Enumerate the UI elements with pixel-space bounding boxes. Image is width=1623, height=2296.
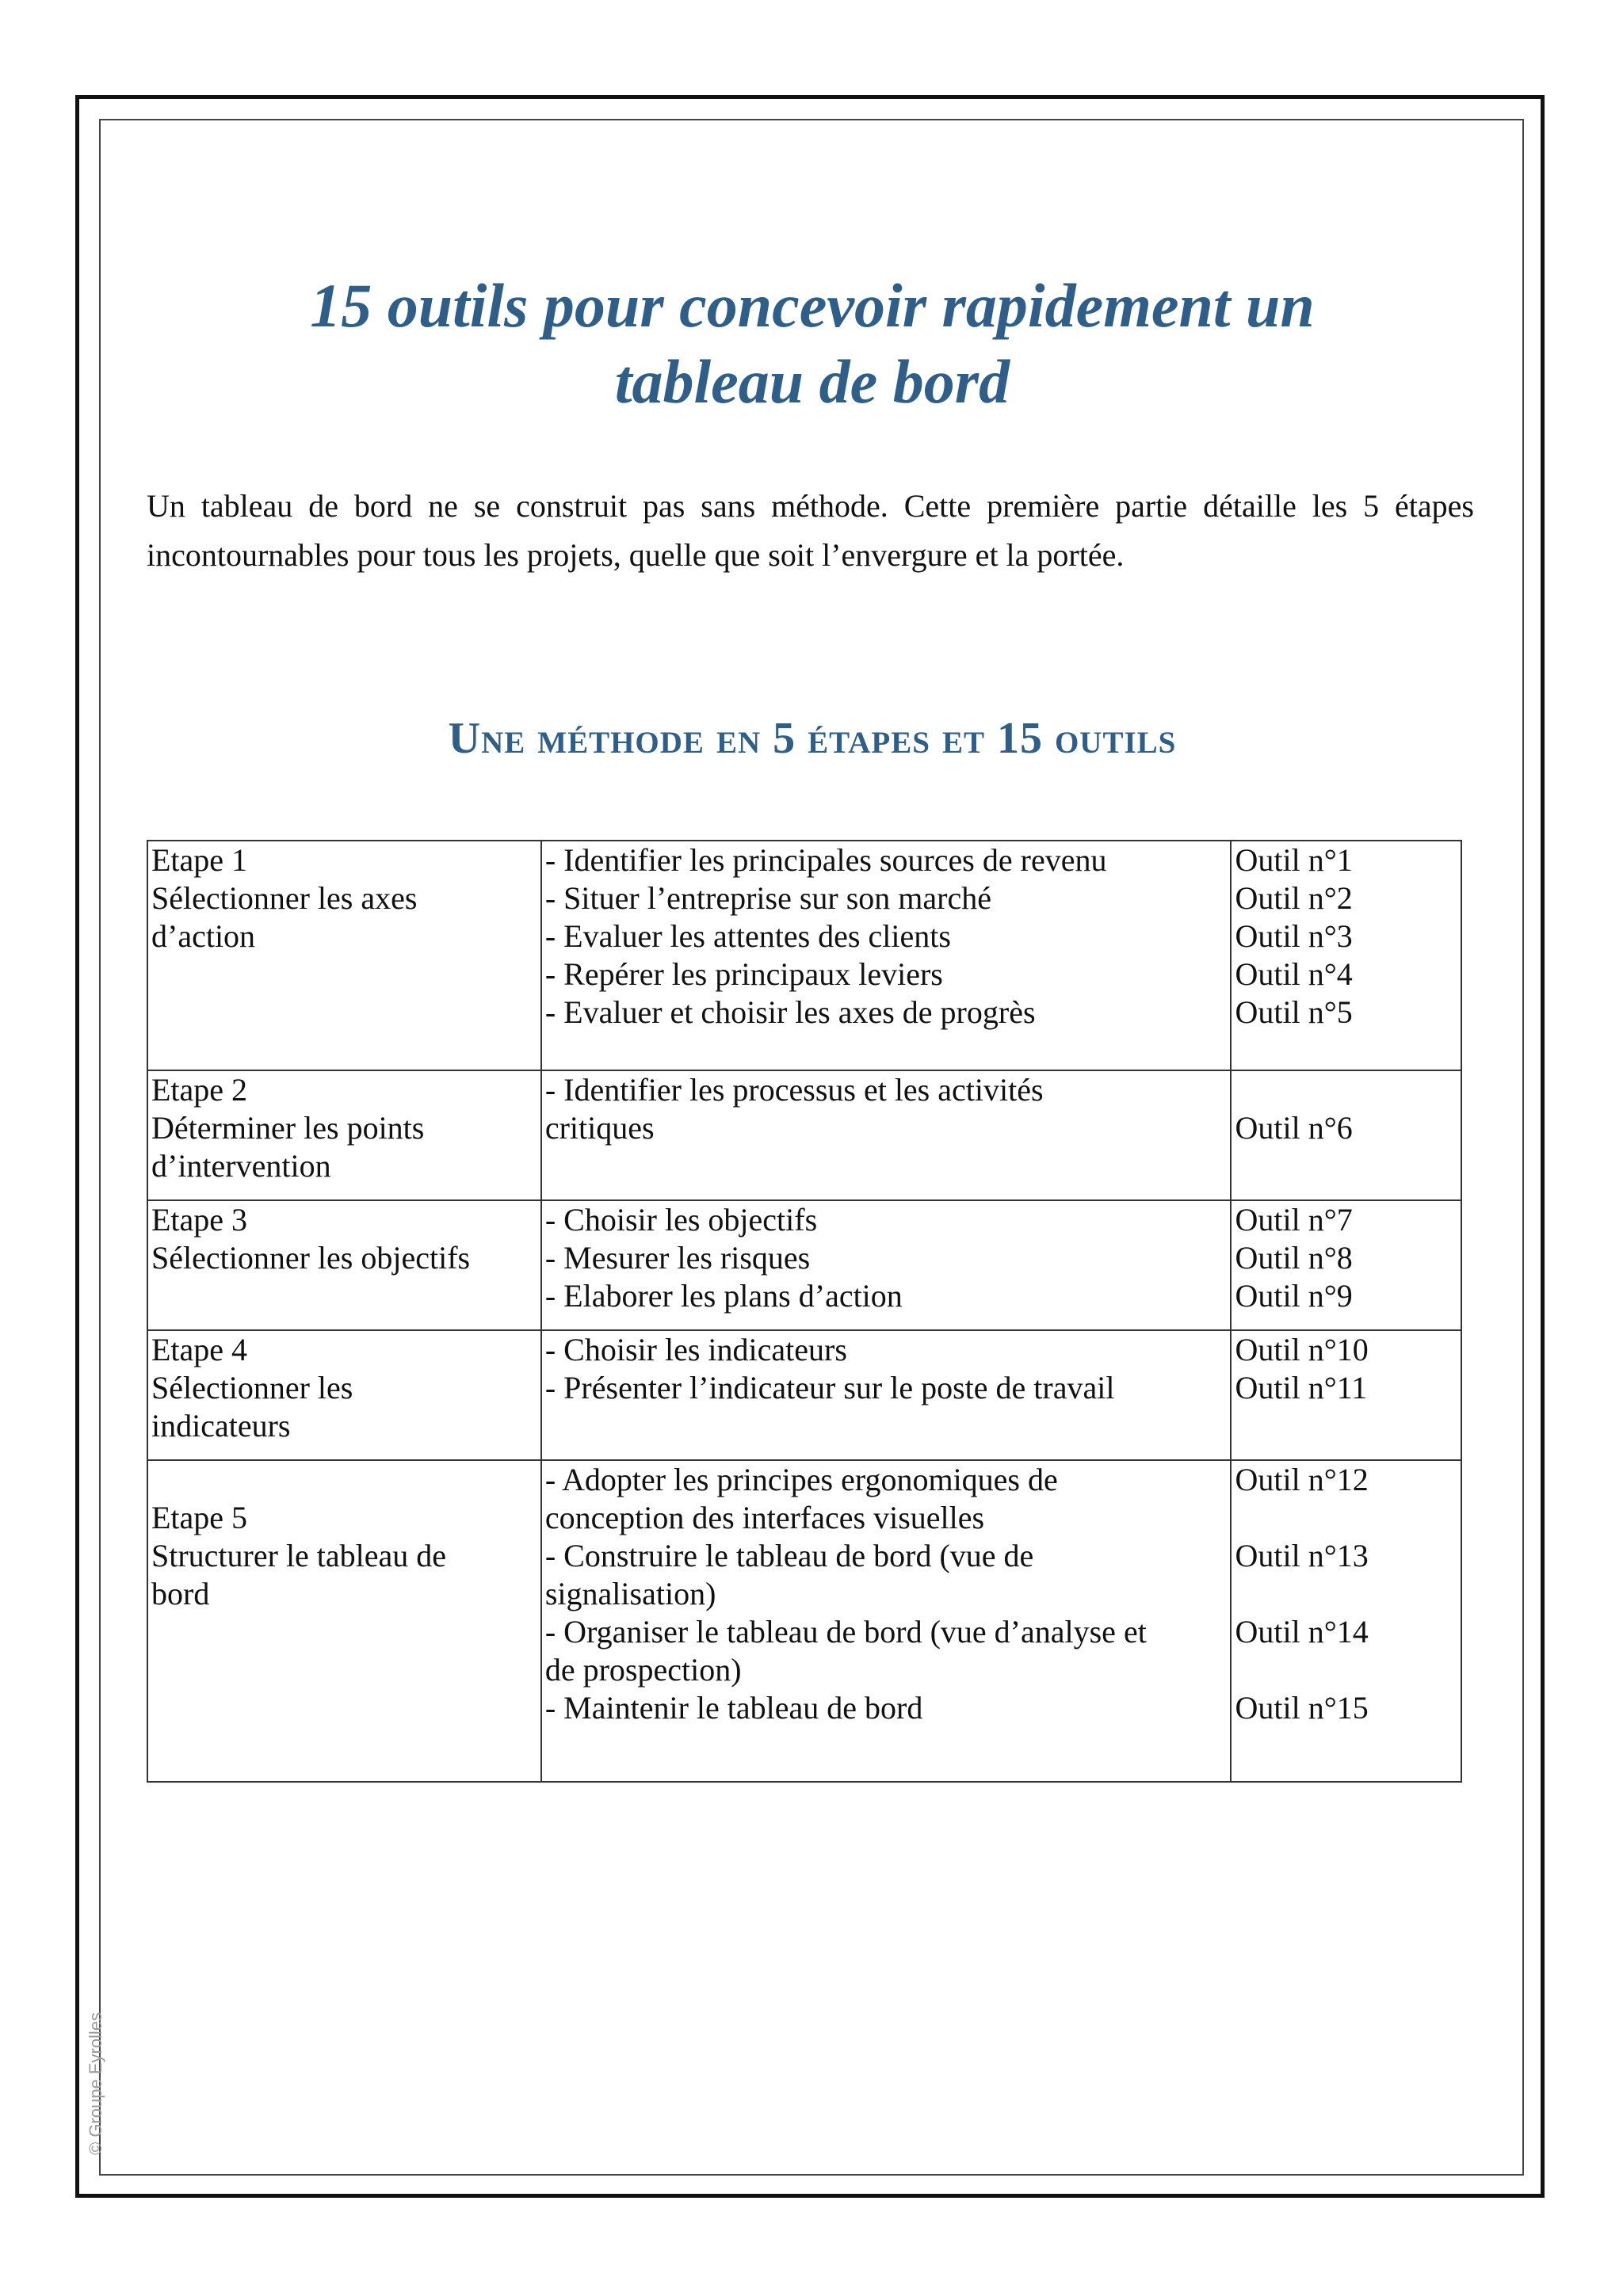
step-label: Etape 3 [151, 1202, 248, 1238]
table-row [147, 1200, 1461, 1330]
step-cell [147, 841, 541, 1070]
step-name-line: indicateurs [151, 1408, 291, 1444]
intro-paragraph: Un tableau de bord ne se construit pas sans méthode. Cette première partie détaille les 5 étapes incontournables pour tous les projets, quelle que soit l’envergure et la portée. [147, 488, 1474, 573]
actions-cell [541, 1070, 1232, 1200]
tool-label: Outil n°2 [1235, 880, 1353, 916]
actions-cell [541, 841, 1232, 1070]
tool-label: Outil n°9 [1235, 1278, 1353, 1314]
step-cell [147, 1200, 541, 1330]
action-item: - Présenter l’indicateur sur le poste de travail [544, 1370, 1115, 1405]
action-item: - Evaluer les attentes des clients [544, 918, 951, 954]
page-title [158, 268, 1466, 420]
action-item: - Identifier les principales sources de revenu [544, 842, 1107, 878]
tool-label: Outil n°15 [1235, 1690, 1369, 1726]
tool-label: Outil n°4 [1235, 956, 1353, 992]
copyright-watermark: © Groupe Eyrolles [86, 2012, 105, 2155]
step-name-line: Sélectionner les objectifs [151, 1240, 471, 1276]
step-name-line: d’intervention [151, 1148, 331, 1184]
table-row [147, 1330, 1461, 1460]
action-item: - Construire le tableau de bord (vue de [544, 1538, 1034, 1573]
action-item: - Identifier les processus et les activités [544, 1072, 1044, 1108]
action-item: - Situer l’entreprise sur son marché [544, 880, 992, 916]
step-name-line: d’action [151, 918, 256, 954]
table-row [147, 1070, 1461, 1200]
tool-label [1235, 1499, 1457, 1537]
tools-cell [1231, 841, 1461, 1070]
action-item: - Choisir les objectifs [544, 1202, 818, 1238]
tool-label [1235, 1651, 1457, 1689]
page-title-line-1: 15 outils pour concevoir rapidement un [310, 271, 1315, 340]
tool-label: Outil n°8 [1235, 1240, 1353, 1276]
step-label: Etape 1 [151, 842, 248, 878]
step-name-line: Sélectionner les axes [151, 880, 418, 916]
action-item: de prospection) [544, 1652, 742, 1688]
tool-label: Outil n°7 [1235, 1202, 1353, 1238]
action-item: - Choisir les indicateurs [544, 1332, 847, 1367]
step-label: Etape 2 [151, 1072, 248, 1108]
tool-label: Outil n°10 [1235, 1332, 1369, 1367]
step-cell [147, 1330, 541, 1460]
tool-label: Outil n°6 [1235, 1110, 1353, 1146]
table-row [147, 1460, 1461, 1782]
action-item: - Adopter les principes ergonomiques de [544, 1462, 1058, 1497]
tool-label: Outil n°1 [1235, 842, 1353, 878]
steps-table [147, 840, 1462, 1783]
action-item: - Elaborer les plans d’action [544, 1278, 903, 1314]
step-name-line: Déterminer les points [151, 1110, 425, 1146]
tools-cell [1231, 1200, 1461, 1330]
actions-cell [541, 1330, 1232, 1460]
tool-label [1235, 1071, 1457, 1109]
actions-cell [541, 1200, 1232, 1330]
step-label: Etape 4 [151, 1332, 248, 1367]
section-subtitle: Une méthode en 5 étapes et 15 outils [448, 714, 1177, 763]
action-item: signalisation) [544, 1576, 716, 1611]
step-name-line: Sélectionner les [151, 1370, 353, 1405]
tool-label: Outil n°12 [1235, 1462, 1369, 1497]
action-item: - Maintenir le tableau de bord [544, 1690, 923, 1726]
action-item: - Organiser le tableau de bord (vue d’analyse et [544, 1614, 1147, 1650]
step-cell [147, 1070, 541, 1200]
action-item: - Repérer les principaux leviers [544, 956, 943, 992]
tool-label [1235, 1575, 1457, 1613]
action-item: conception des interfaces visuelles [544, 1500, 985, 1535]
tool-label: Outil n°13 [1235, 1538, 1369, 1573]
tool-label: Outil n°14 [1235, 1614, 1369, 1650]
step-name-line: bord [151, 1576, 210, 1611]
action-item: critiques [544, 1110, 655, 1146]
action-item: - Evaluer et choisir les axes de progrès [544, 994, 1036, 1030]
tools-cell [1231, 1460, 1461, 1782]
tools-cell [1231, 1330, 1461, 1460]
tool-label: Outil n°3 [1235, 918, 1353, 954]
step-name-line: Structurer le tableau de [151, 1538, 447, 1573]
action-item: - Mesurer les risques [544, 1240, 811, 1276]
page-title-line-2: tableau de bord [614, 347, 1010, 416]
table-row [147, 841, 1461, 1070]
step-cell [147, 1460, 541, 1782]
tools-cell [1231, 1070, 1461, 1200]
actions-cell [541, 1460, 1232, 1782]
step-label: Etape 5 [151, 1500, 248, 1535]
tool-label: Outil n°11 [1235, 1370, 1368, 1405]
tool-label: Outil n°5 [1235, 994, 1353, 1030]
